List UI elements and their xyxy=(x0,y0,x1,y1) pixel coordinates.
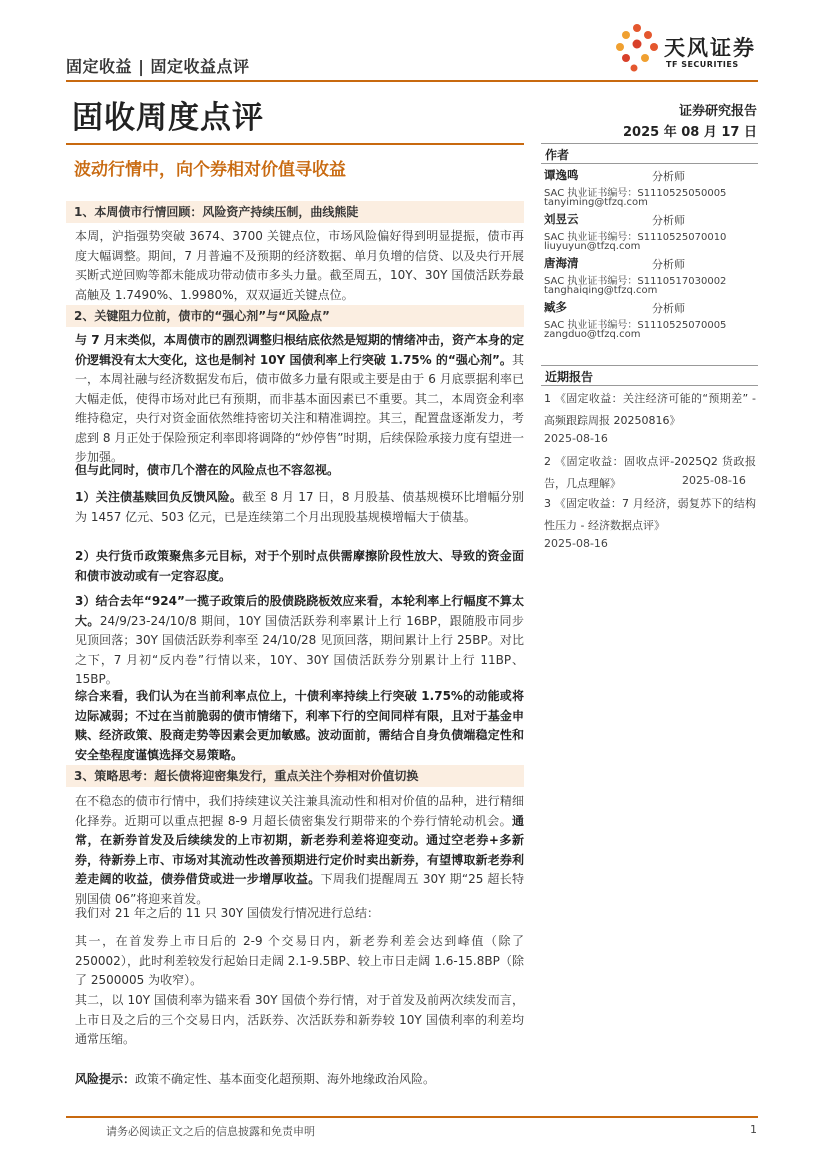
paragraph: 其一，在首发券上市日后的 2-9 个交易日内，新老券利差会达到峰值（除了 250002），此时利差较发行起始日走阔 2.1-9.5BP、较上市日走阔 1.6-15.8BP（除了 2500005 为收窄）。 xyxy=(75,934,524,987)
paragraph-bold: 综合来看，我们认为在当前利率点位上，十债利率持续上行突破 1.75%的动能或将边际减弱；不过在当前脆弱的债市情绪下，利率下行的空间同样有限，且对于基金申赎、经济政策、股商走势等因素会更加敏感。波动面前，需结合自身负债端稳定性和安全垫程度谨慎选择交易策略。 xyxy=(75,689,524,762)
author-sac: SAC 执业证书编号：S1110517030002 xyxy=(544,276,727,287)
recent-heading: 近期报告 xyxy=(545,370,594,384)
paragraph: 我们对 21 年之后的 11 只 30Y 国债发行情况进行总结： xyxy=(75,906,380,920)
company-logo xyxy=(612,22,762,74)
recent-report-link[interactable]: 2 《固定收益：固收点评-2025Q2 货政报告，几点理解》 xyxy=(544,455,756,490)
paragraph xyxy=(75,331,524,468)
author-role: 分析师 xyxy=(652,302,685,315)
risk-text: 政策不确定性、基本面变化超预期、海外地缘政治风险。 xyxy=(135,1072,436,1086)
paragraph xyxy=(75,687,524,765)
recent-heading-divider xyxy=(541,385,758,386)
breadcrumb: 固定收益 | 固定收益点评 xyxy=(66,57,250,76)
paragraph-text: 在不稳态的债市行情中，我们持续建议关注兼具流动性和相对价值的品种，进行精细化择券。近期可以重点把握 8-9 月超长债密集发行期带来的个券行情轮动机会。 xyxy=(75,794,524,828)
paragraph-bold: 但与此同时，债市几个潜在的风险点也不容忽视。 xyxy=(75,463,340,477)
author-email[interactable]: liuyuyun@tfzq.com xyxy=(544,241,641,252)
author-name: 唐海清 xyxy=(544,256,579,270)
risk-label: 风险提示： xyxy=(75,1072,136,1086)
paragraph xyxy=(75,792,524,909)
header-divider xyxy=(66,80,758,82)
author-role: 分析师 xyxy=(652,258,685,271)
logo-text-cn: 天风证券 xyxy=(664,36,756,60)
recent-report-link[interactable]: 1 《固定收益：关注经济可能的“预期差” - 高频跟踪周报 20250816》 xyxy=(544,392,756,427)
author-name: 臧多 xyxy=(544,300,567,314)
subtitle-divider xyxy=(66,143,524,145)
author-item xyxy=(544,299,761,343)
logo-mark-icon xyxy=(612,22,662,74)
author-email[interactable]: tanyiming@tfzq.com xyxy=(544,197,648,208)
paragraph-bold: 2）央行货币政策聚焦多元目标，对于个别时点供需摩擦阶段性放大、导致的资金面和债市波动或有一定容忍度。 xyxy=(75,549,524,583)
report-type: 证券研究报告 xyxy=(678,104,757,119)
author-sac: SAC 执业证书编号：S1110525050005 xyxy=(544,188,727,199)
authors-top-divider xyxy=(541,143,758,144)
author-name: 刘昱云 xyxy=(544,212,579,226)
paragraph-bold: 3）结合去年“924”一揽子政策后的股债跷跷板效应来看，本轮利率上行幅度不算太大。 xyxy=(75,594,524,628)
paragraph-bold: 1）关注债基赎回负反馈风险。 xyxy=(75,490,243,504)
author-sac: SAC 执业证书编号：S1110525070005 xyxy=(544,320,727,331)
recent-report-link[interactable]: 3 《固定收益：7 月经济，弱复苏下的结构性压力 - 经济数据点评》 xyxy=(544,497,756,532)
paragraph xyxy=(75,461,524,481)
paragraph-text: 其一，本周社融与经济数据发布后，债市做多力量有限或主要是由于 6 月底票据利率已大幅走低，使得市场对此已有预期，而非基本面因素已不重要。其二，本周资金利率维持稳定，央行对资金面依然维持密切关注和精准调控。其三，配置盘逐渐发力，考虑到 8 月正处于保险预定利率即将调降的“炒停售”时期，后续保险承接力度有望进一步加强。 xyxy=(75,352,524,464)
paragraph: 其二，以 10Y 国债利率为锚来看 30Y 国债个券行情，对于首发及前两次续发而言，上市日及之后的三个交易日内，活跃券、次活跃券和新券较 10Y 国债利率的利差均通常压缩。 xyxy=(75,993,524,1046)
paragraph xyxy=(75,488,524,527)
paragraph-text: 下周我们提醒周五 30Y 期“25 超长特别国债 06”将迎来首发。 xyxy=(75,872,524,906)
report-date: 2025 年 08 月 17 日 xyxy=(623,125,757,140)
report-title: 固收周度点评 xyxy=(72,100,264,136)
author-block xyxy=(544,167,761,343)
author-email[interactable]: tanghaiqing@tfzq.com xyxy=(544,285,658,296)
paragraph-text: 截至 8 月 17 日，8 月股基、债基规模环比增幅分别为 1457 亿元、503 亿元，已是连续第二个月出现股基规模增幅大于债基。 xyxy=(75,490,524,524)
logo-text-en: TF SECURITIES xyxy=(666,60,739,69)
recent-top-divider xyxy=(541,365,758,366)
authors-heading-divider xyxy=(541,163,758,164)
authors-heading: 作者 xyxy=(545,148,570,162)
paragraph: 本周，沪指强势突破 3674、3700 关键点位，市场风险偏好得到明显提振，债市再度大幅调整。期间，7 月普遍不及预期的经济数据、单月负增的信贷、以及央行开展买断式逆回购等都未能成功带动债市多头力量。截至周五，10Y、30Y 国债活跃券最高触及 1.7490%、1.9980%，双双逼近关键点位。 xyxy=(75,229,524,302)
recent-list xyxy=(544,388,756,550)
author-email[interactable]: zangduo@tfzq.com xyxy=(544,329,641,340)
paragraph xyxy=(75,592,524,690)
report-subtitle: 波动行情中，向个券相对价值寻收益 xyxy=(74,160,346,180)
paragraph xyxy=(75,547,524,586)
recent-report-date: 2025-08-16 xyxy=(544,432,608,445)
author-item xyxy=(544,255,761,299)
author-item xyxy=(544,167,761,211)
recent-report-date: 2025-08-16 xyxy=(544,537,608,550)
footer-disclaimer: 请务必阅读正文之后的信息披露和免责申明 xyxy=(106,1125,315,1138)
section-heading-3: 3、策略思考：超长债将迎密集发行，重点关注个券相对价值切换 xyxy=(66,765,524,787)
footer-divider xyxy=(66,1116,758,1118)
author-item xyxy=(544,211,761,255)
author-sac: SAC 执业证书编号：S1110525070010 xyxy=(544,232,727,243)
paragraph-bold: 通常，在新券首发及后续续发的上市初期，新老券利差将迎变动。通过空老券+多新券，待新券上市、市场对其流动性改善预期进行定价时卖出新券，有望博取新老券利差走阔的收益，债券借贷或进一步增厚收益。 xyxy=(75,813,524,886)
recent-report-date: 2025-08-16 xyxy=(682,474,746,487)
page-number: 1 xyxy=(750,1123,757,1136)
author-name: 谭逸鸣 xyxy=(544,168,579,182)
risk-note xyxy=(75,1070,524,1090)
section-heading-2: 2、关键阻力位前，债市的“强心剂”与“风险点” xyxy=(66,305,524,327)
paragraph-bold: 与 7 月末类似，本周债市的剧烈调整归根结底依然是短期的情绪冲击，资产本身的定价逻辑没有太大变化，这也是制衬 10Y 国债利率上行突破 1.75% 的“强心剂”。 xyxy=(75,333,524,367)
paragraph-text: 24/9/23-24/10/8 期间，10Y 国债活跃券利率累计上行 16BP，跟随股市同步见顶回落；30Y 国债活跃券利率至 24/10/28 见顶回落，期间累计上行 25BP。对比之下，7 月初“反内卷”行情以来，10Y、30Y 国债活跃券分别累计上行 11BP、15BP。 xyxy=(75,613,524,686)
author-role: 分析师 xyxy=(652,170,685,183)
author-role: 分析师 xyxy=(652,214,685,227)
section-heading-1: 1、本周债市行情回顾：风险资产持续压制，曲线熊陡 xyxy=(66,201,524,223)
